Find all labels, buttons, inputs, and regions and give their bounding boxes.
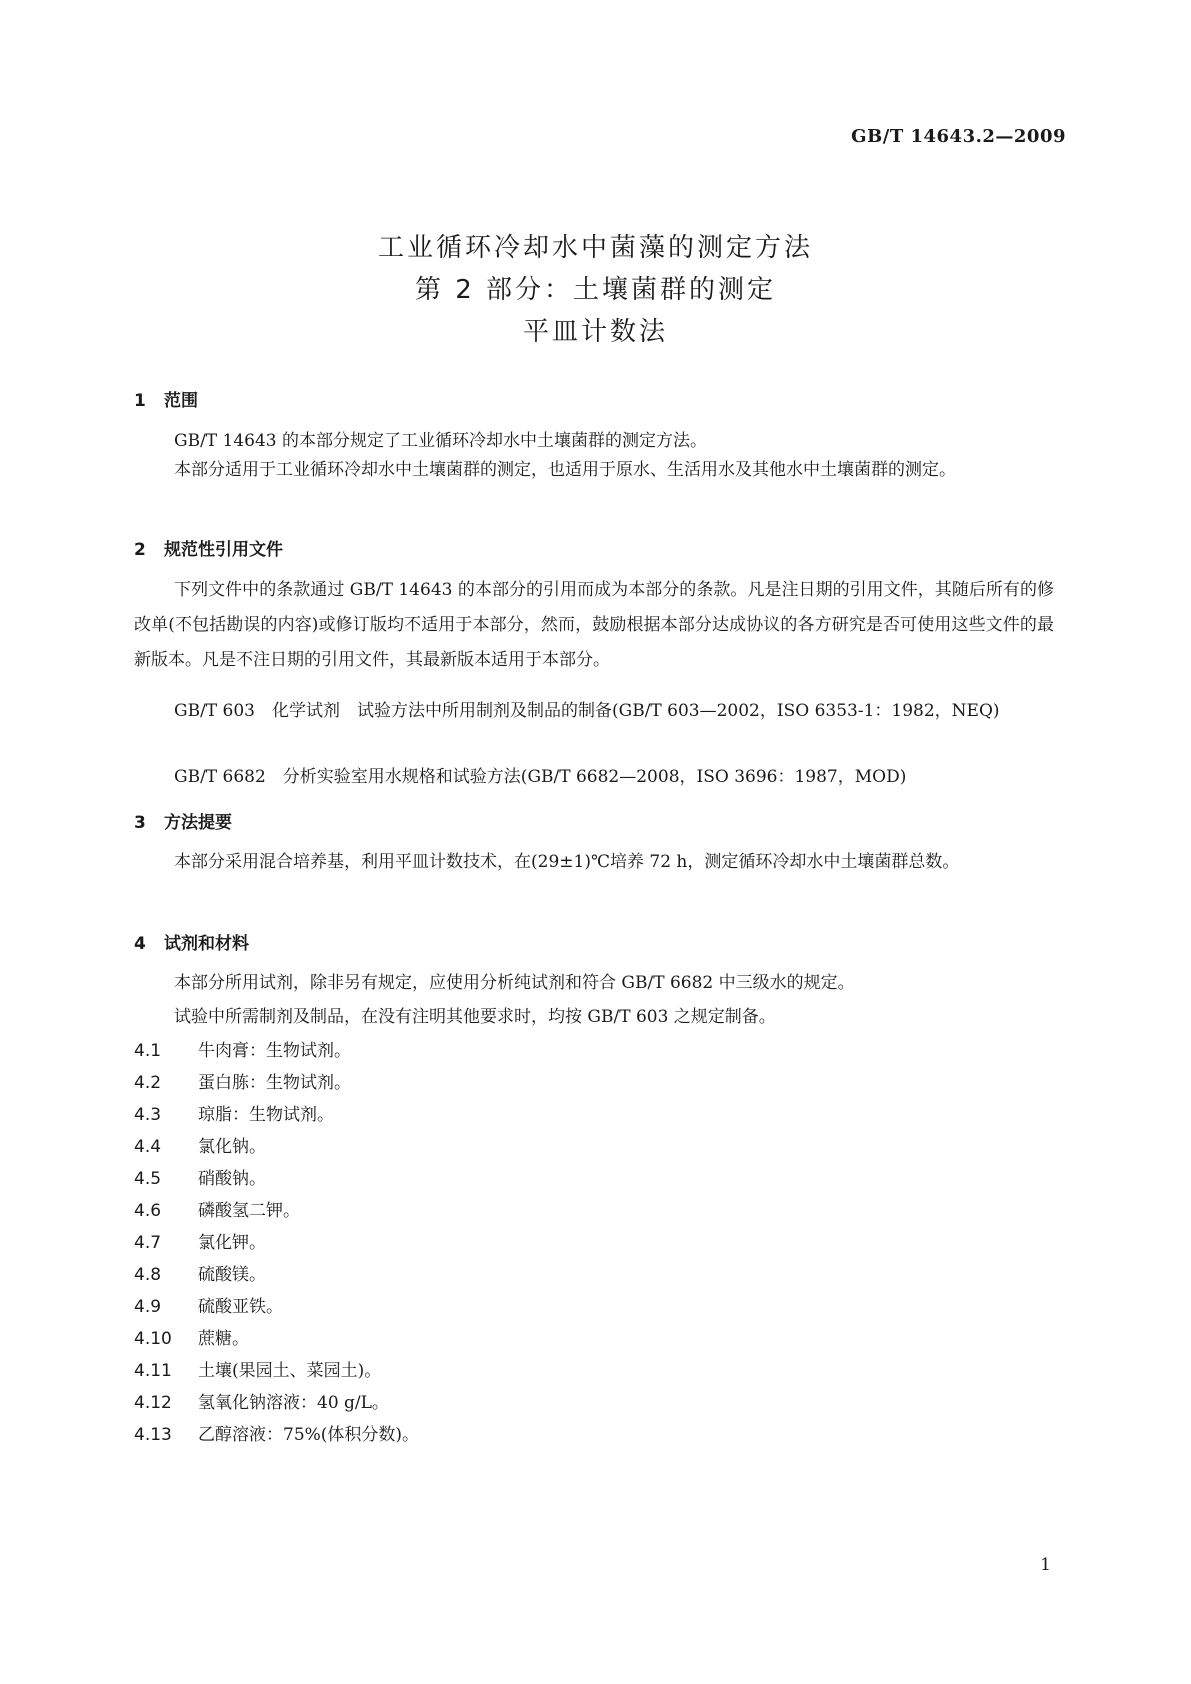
list-item: 4.9 硫酸亚铁。: [134, 1297, 283, 1317]
list-item: 4.10 蔗糖。: [134, 1329, 249, 1349]
list-item: 4.12 氢氧化钠溶液：40 g/L。: [134, 1393, 389, 1413]
paragraph-text: GB/T 14643 的本部分规定了工业循环冷却水中土壤菌群的测定方法。: [174, 431, 708, 451]
section-title: 试剂和材料: [164, 934, 249, 954]
title-line-1: 工业循环冷却水中菌藻的测定方法: [377, 233, 813, 263]
title-line-2: 第 2 部分：土壤菌群的测定: [414, 275, 777, 305]
section-number: 3: [134, 813, 146, 833]
list-item: 4.7 氯化钾。: [134, 1233, 266, 1253]
normative-reference-2: GB/T 6682 分析实验室用水规格和试验方法(GB/T 6682—2008，ISO 3696：1987，MOD): [174, 767, 907, 787]
paragraph-text: 下列文件中的条款通过 GB/T 14643 的本部分的引用而成为本部分的条款。凡是注日期的引用文件，其随后所有的修改单(不包括勘误的内容)或修订版均不适用于本部分，然而，鼓励根据本部分达成协议的各方研究是否可使用这些文件的最新版本。凡是不注日期的引用文件，其最新版本适用于本部分。: [134, 580, 1054, 670]
page-number: 1: [1040, 1555, 1051, 1575]
list-item: 4.1 牛肉膏：生物试剂。: [134, 1041, 351, 1061]
section-2-heading: [134, 535, 283, 560]
list-item: 4.5 硝酸钠。: [134, 1169, 266, 1189]
list-item: 4.4 氯化钠。: [134, 1137, 266, 1157]
standard-code: GB/T 14643.2—2009: [851, 126, 1066, 147]
list-item: 4.13 乙醇溶液：75%(体积分数)。: [134, 1425, 420, 1445]
section-3-para-1: [134, 845, 1054, 880]
list-item: 4.8 硫酸镁。: [134, 1265, 266, 1285]
section-1-para-2: [134, 453, 1054, 488]
list-item: 4.6 磷酸氢二钾。: [134, 1201, 300, 1221]
section-title: 规范性引用文件: [164, 540, 283, 560]
section-number: 2: [134, 540, 146, 560]
section-number: 1: [134, 391, 146, 411]
title-line-3: 平皿计数法: [522, 317, 668, 347]
section-2-para-1: [134, 573, 1054, 678]
normative-reference-1: [134, 694, 1054, 729]
section-4-para-2: 试验中所需制剂及制品，在没有注明其他要求时，均按 GB/T 603 之规定制备。: [174, 1007, 776, 1027]
paragraph-text: 本部分采用混合培养基，利用平皿计数技术，在(29±1)℃培养 72 h，测定循环冷却水中土壤菌群总数。: [174, 852, 960, 872]
section-4-heading: [134, 929, 249, 954]
section-title: 方法提要: [164, 813, 232, 833]
list-item: 4.3 琼脂：生物试剂。: [134, 1105, 334, 1125]
section-number: 4: [134, 934, 146, 954]
section-1-heading: [134, 386, 198, 411]
list-item: 4.11 土壤(果园土、菜园土)。: [134, 1361, 382, 1381]
section-4-para-1: 本部分所用试剂，除非另有规定，应使用分析纯试剂和符合 GB/T 6682 中三级水的规定。: [174, 973, 855, 993]
paragraph-text: 本部分适用于工业循环冷却水中土壤菌群的测定，也适用于原水、生活用水及其他水中土壤菌群的测定。: [174, 460, 956, 480]
section-3-heading: [134, 808, 232, 833]
list-item: 4.2 蛋白胨：生物试剂。: [134, 1073, 351, 1093]
section-title: 范围: [164, 391, 198, 411]
reference-text: GB/T 603 化学试剂 试验方法中所用制剂及制品的制备(GB/T 603—2002，ISO 6353-1：1982，NEQ): [174, 701, 1000, 721]
